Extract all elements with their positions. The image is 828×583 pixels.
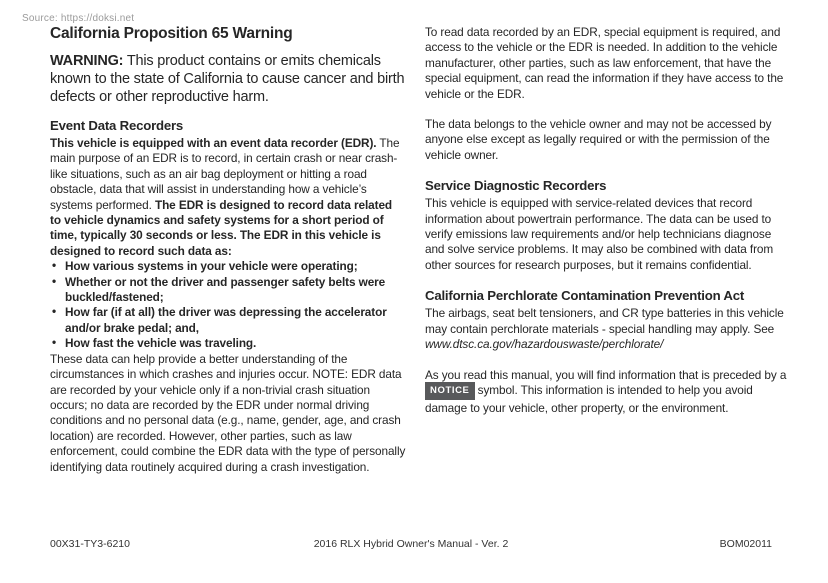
edr-bold-lead: This vehicle is equipped with an event data recorder (EDR). <box>50 136 377 150</box>
footer-part-number: 00X31-TY3-6210 <box>50 538 130 550</box>
footer-document-code: BOM02011 <box>719 538 772 550</box>
service-diagnostic-paragraph: This vehicle is equipped with service-related devices that record information about powertrain performance. The data can be used to verify emissions law requirements and/or help technicians diagnose and solve service problems. It may also be combined with data from other sources for research purposes, but it remains confidential. <box>425 196 774 272</box>
bullet-text: How various systems in your vehicle were operating; <box>65 259 358 274</box>
left-column <box>50 25 406 490</box>
edr-bold-tail: The EDR is designed to record data related to vehicle dynamics and safety systems for a short period of time, typically 30 seconds or less. The EDR in this vehicle is designed to record such data as: <box>50 197 393 258</box>
warning-label: WARNING: <box>50 53 124 69</box>
source-note: Source: https://doksi.net <box>22 13 135 24</box>
notice-badge: NOTICE <box>425 382 475 400</box>
notice-text-after: symbol. This information is intended to help you avoid damage to your vehicle, other property, or the environment. <box>425 382 753 416</box>
bullet-icon: • <box>52 335 57 350</box>
edr-ownership-paragraph: The data belongs to the vehicle owner and may not be accessed by anyone else except as legally required or with the permission of the vehicle owner. <box>425 117 772 162</box>
edr-bullet-list <box>50 259 406 351</box>
bullet-text: How far (if at all) the driver was depressing the accelerator and/or brake pedal; and, <box>65 305 387 335</box>
edr-note-paragraph: These data can help provide a better understanding of the circumstances in which crashes and injuries occur. NOTE: EDR data are recorded by your vehicle only if a non-trivial crash situation occurs; no data are recorded by the EDR under normal driving conditions and no personal data (e.g., name, gender, age, and crash location) are recorded. However, other parties, such as law enforcement, could combine the EDR data with the type of personally identifying data routinely acquired during a crash investigation. <box>50 351 406 474</box>
bullet-item <box>50 305 406 336</box>
warning-paragraph <box>50 52 406 106</box>
perchlorate-text: The airbags, seat belt tensioners, and CR type batteries in this vehicle may contain perchlorate materials - special handling may apply. See <box>425 306 784 336</box>
footer-manual-title: 2016 RLX Hybrid Owner's Manual - Ver. 2 <box>313 538 509 550</box>
section-heading-service-diagnostic-recorders: Service Diagnostic Recorders <box>425 178 607 194</box>
bullet-icon: • <box>52 304 57 319</box>
page-footer <box>50 538 772 550</box>
edr-regular-text: The main purpose of an EDR is to record, in certain crash or near crash-like situations, such as an air bag deployment or hitting a road obstacle, data that will assist in understanding how a vehicle’s systems performed. <box>50 136 400 212</box>
bullet-icon: • <box>52 258 57 273</box>
bullet-text: How fast the vehicle was traveling. <box>65 336 257 351</box>
section-heading-perchlorate-act: California Perchlorate Contamination Prevention Act <box>425 288 745 304</box>
bullet-item <box>50 336 406 351</box>
perchlorate-url: www.dtsc.ca.gov/hazardouswaste/perchlorate/ <box>425 337 664 352</box>
notice-text-before: As you read this manual, you will find information that is preceded by a <box>425 367 787 382</box>
bullet-item <box>50 275 406 306</box>
bullet-text: Whether or not the driver and passenger safety belts were buckled/fastened; <box>65 274 386 305</box>
edr-intro-paragraph <box>50 136 406 259</box>
section-heading-event-data-recorders: Event Data Recorders <box>50 118 184 133</box>
bullet-item <box>50 259 406 274</box>
right-column <box>425 25 787 432</box>
page-title: California Proposition 65 Warning <box>50 25 293 42</box>
bullet-icon: • <box>52 273 57 288</box>
edr-access-paragraph: To read data recorded by an EDR, special equipment is required, and access to the vehicle or the EDR is needed. In addition to the vehicle manufacturer, other parties, such as law enforcement, that have the special equipment, can read the information if they have access to the vehicle or the EDR. <box>425 25 784 101</box>
perchlorate-paragraph <box>425 306 787 352</box>
warning-text: This product contains or emits chemicals known to the state of California to cause cancer and birth defects or other reproductive harm. <box>50 53 405 105</box>
notice-paragraph <box>425 368 787 417</box>
